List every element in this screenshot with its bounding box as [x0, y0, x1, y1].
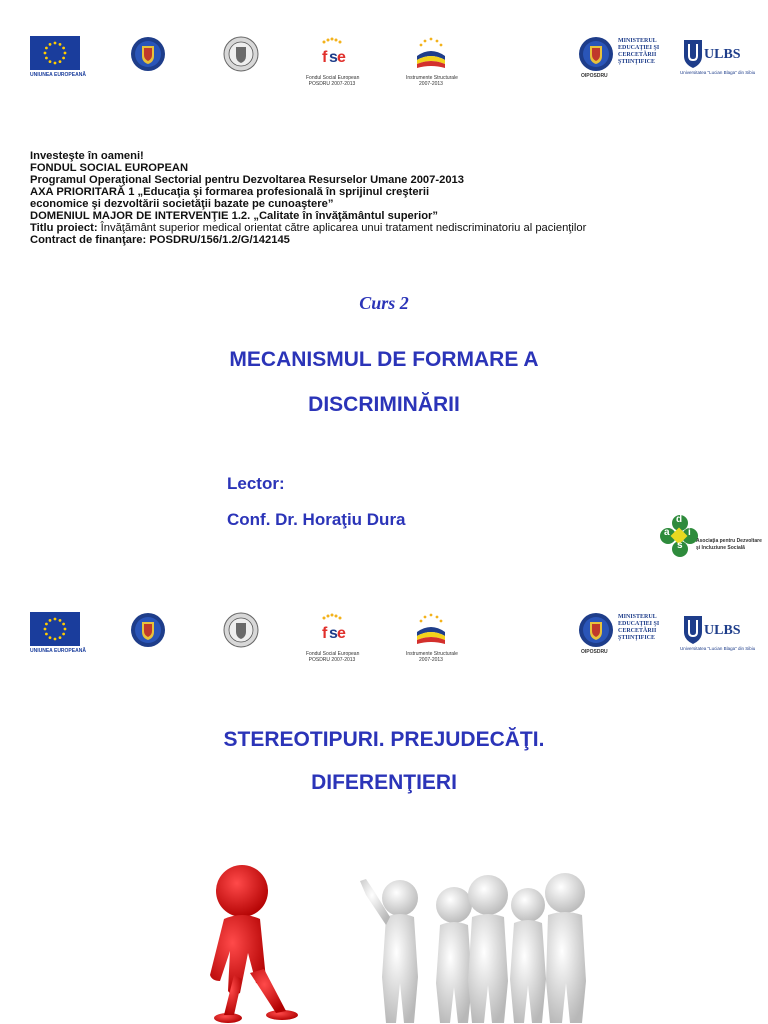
fse-logo	[306, 36, 358, 87]
structural-instruments-logo-2	[406, 612, 456, 663]
slide2-title-line-2: DIFERENŢIERI	[311, 771, 457, 794]
fse-caption-1: Fondul Social European	[306, 75, 360, 81]
svg-text:e: e	[337, 625, 346, 642]
ulbs-label: ULBS	[704, 623, 741, 638]
logo-bar-bottom	[0, 612, 768, 672]
ulbs-logo-icon	[680, 612, 706, 646]
eu-flag-icon	[30, 612, 80, 646]
government-seal-icon	[223, 612, 259, 653]
fse-caption-1: Fondul Social European	[306, 651, 360, 657]
eu-flag-icon	[30, 36, 80, 70]
eu-label: UNIUNEA EUROPEANĂ	[30, 72, 86, 78]
logo-bar-top	[0, 36, 768, 96]
header-line-8: Contract de finanţare: POSDRU/156/1.2/G/142145	[30, 234, 290, 246]
project-header	[30, 150, 750, 246]
adis-letter-a: a	[664, 527, 670, 538]
header-line-7	[30, 222, 750, 234]
structural-instruments-logo	[406, 36, 456, 87]
lector-name: Conf. Dr. Horaţiu Dura	[227, 510, 406, 529]
header-line-2: FONDUL SOCIAL EUROPEAN	[30, 162, 189, 174]
fse-logo-2	[306, 612, 358, 663]
slide1-title-line-1: MECANISMUL DE FORMARE A	[229, 348, 539, 371]
fse-caption-2: POSDRU 2007-2013	[308, 657, 356, 663]
is-caption-1: Instrumente Structurale	[406, 75, 458, 81]
slide2-title-line-1: STEREOTIPURI. PREJUDECĂŢI.	[223, 728, 545, 751]
svg-text:e: e	[337, 49, 346, 66]
fse-caption-2: POSDRU 2007-2013	[308, 81, 356, 87]
ulbs-logo-2	[680, 612, 756, 652]
oiposdru-label: OIPOSDRU	[581, 73, 608, 79]
fse-logo-icon	[312, 612, 352, 646]
ulbs-logo	[680, 36, 756, 76]
ulbs-logo-icon	[680, 36, 706, 70]
header-line-6: DOMENIUL MAJOR DE INTERVENŢIE 1.2. „Calitate în învăţământul superior”	[30, 210, 439, 222]
red-figure	[210, 865, 298, 1023]
adis-letter-s: s	[677, 540, 683, 551]
adis-letter-i: i	[688, 527, 691, 538]
government-seal-icon	[223, 36, 259, 77]
ministry-crest-icon	[578, 612, 614, 648]
ulbs-caption: Universitatea "Lucian Blaga" din Sibiu	[680, 70, 756, 75]
white-group	[360, 873, 586, 1023]
slide1-title-line-2: DISCRIMINĂRII	[308, 393, 460, 416]
romania-crest-icon	[130, 612, 166, 653]
lector-label: Lector:	[227, 474, 285, 493]
ministry-name: MINISTERUL EDUCAŢIEI ŞI CERCETĂRII ŞTIINŢIFICE	[618, 614, 660, 641]
project-title-value: Învăţământ superior medical orientat către aplicarea unui tratament nediscriminatoriu al pacienţilor	[97, 222, 587, 234]
project-title-label: Titlu proiect:	[30, 222, 98, 234]
is-caption-1: Instrumente Structurale	[406, 651, 458, 657]
ulbs-caption: Universitatea "Lucian Blaga" din Sibiu	[680, 646, 756, 651]
header-line-5: economice şi dezvoltării societăţii bazate pe cunoaştere”	[30, 198, 334, 210]
svg-text:s: s	[329, 625, 338, 642]
adis-letter-d: d	[676, 514, 683, 525]
adis-logo	[658, 514, 762, 558]
oiposdru-label: OIPOSDRU	[581, 649, 608, 655]
is-caption-2: 2007-2013	[419, 657, 443, 663]
svg-text:f: f	[322, 625, 328, 642]
svg-text:f: f	[322, 49, 328, 66]
header-line-4: AXA PRIORITARĂ 1 „Educaţia şi formarea profesională în sprijinul creşterii	[30, 186, 430, 198]
ministry-crest-icon	[578, 36, 614, 72]
header-line-3: Programul Operaţional Sectorial pentru Dezvoltarea Resurselor Umane 2007-2013	[30, 174, 464, 186]
eu-logo-2	[30, 612, 86, 654]
ulbs-label: ULBS	[704, 47, 741, 62]
svg-text:s: s	[329, 49, 338, 66]
adis-caption: Asociaţia pentru Dezvoltare şi Incluziune Socială	[696, 538, 762, 551]
structural-instruments-icon	[411, 612, 451, 646]
ministry-name: MINISTERUL EDUCAŢIEI ŞI CERCETĂRII ŞTIINŢIFICE	[618, 38, 660, 65]
eu-logo	[30, 36, 86, 78]
fse-logo-icon	[312, 36, 352, 70]
header-line-1: Investeşte în oameni!	[30, 150, 144, 162]
course-number: Curs 2	[359, 293, 409, 313]
ministry-logo-2	[578, 612, 678, 656]
romania-crest-icon	[130, 36, 166, 77]
red-figure-apart-from-white-group-icon	[190, 855, 620, 1024]
eu-label: UNIUNEA EUROPEANĂ	[30, 648, 86, 654]
is-caption-2: 2007-2013	[419, 81, 443, 87]
structural-instruments-icon	[411, 36, 451, 70]
ministry-logo	[578, 36, 678, 80]
